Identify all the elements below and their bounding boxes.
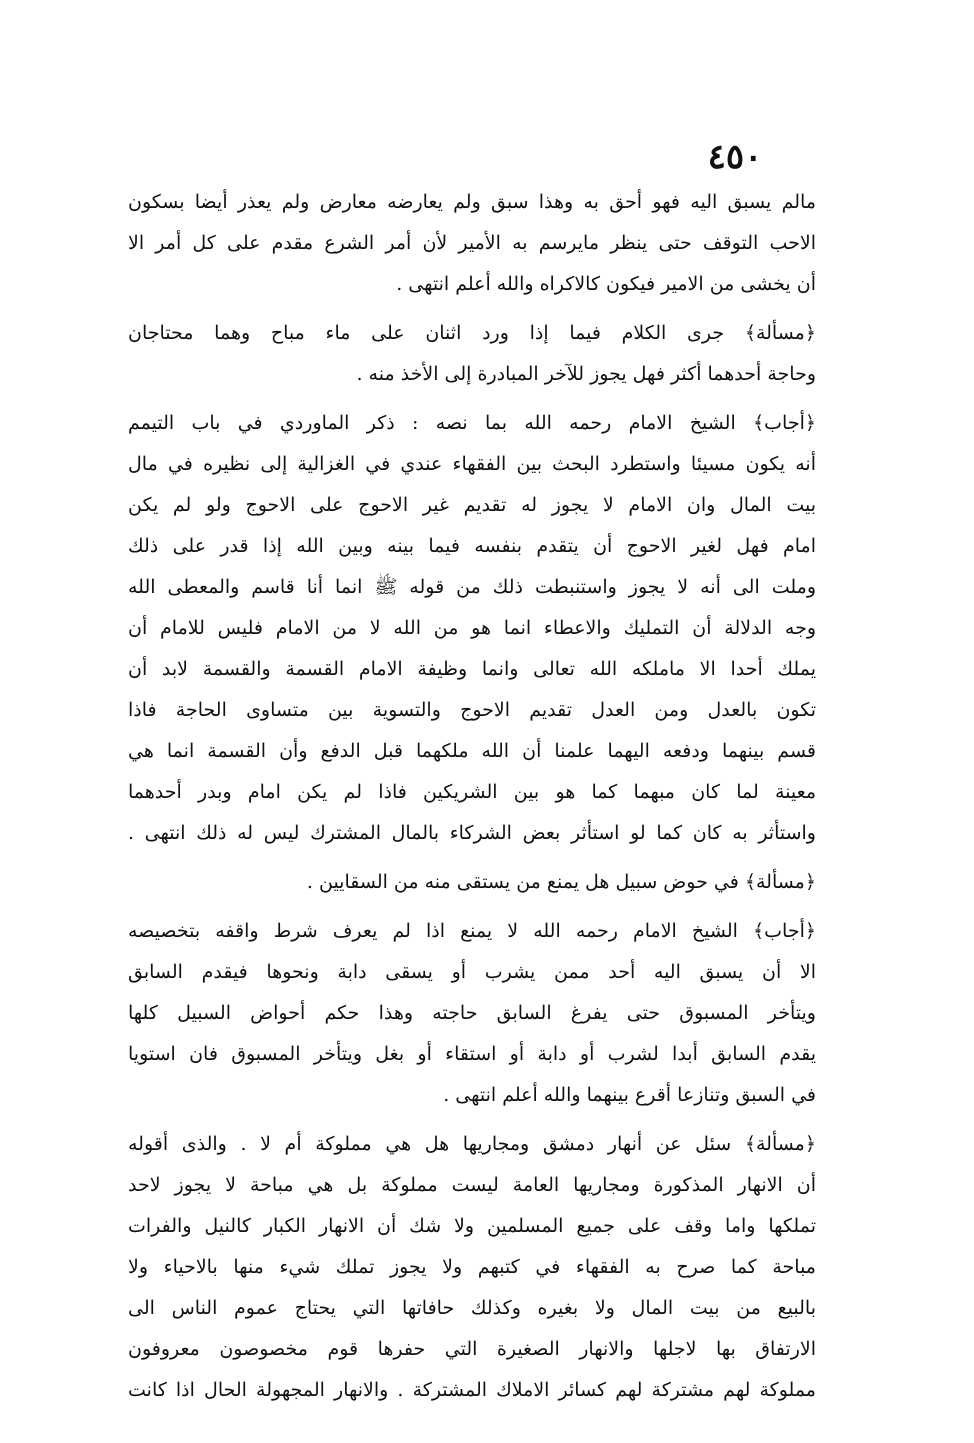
text-line: وملت الى أنه لا يجوز واستنبطت ذلك من قوله ﷺ انما أنا قاسم والمعطى الله	[128, 576, 816, 598]
text-line: ويتأخر المسبوق حتى يفرغ السابق حاجته وهذا حكم أحواض السبيل كلها	[128, 1002, 816, 1024]
text-line: تملكها واما وقف على جميع المسلمين ولا شك أن الانهار الكبار كالنيل والفرات	[128, 1215, 816, 1237]
body-text	[128, 182, 816, 1411]
text-line: بيت المال وان الامام لا يجوز له تقديم غير الاحوج على الاحوج ولو لم يكن	[128, 494, 816, 516]
text-line: الارتفاق بها لاجلها والانهار الصغيرة التي حفرها قوم مخصوصون معروفون	[128, 1338, 816, 1360]
text-line: قسم بينهما ودفعه اليهما علمنا أن الله ملكهما قبل الدفع وأن القسمة انما هي	[128, 740, 816, 762]
text-line: الاحب التوقف حتى ينظر مايرسم به الأمير لأن أمر الشرع مقدم على كل أمر الا	[128, 232, 816, 254]
text-line: وجه الدلالة أن التمليك والاعطاء انما هو من الله لا من الامام فليس للامام أن	[128, 617, 816, 639]
text-line: مباحة كما صرح به الفقهاء في كتبهم ولا يجوز تملك شيء منها بالاحياء ولا	[128, 1256, 816, 1278]
text-line: يقدم السابق أبدا لشرب أو دابة أو استقاء أو بغل ويتأخر المسبوق فان استويا	[128, 1043, 816, 1065]
text-line: ﴿مسألة﴾ في حوض سبيل هل يمنع من يستقى منه من السقايين .	[306, 871, 816, 893]
text-line: أن الانهار المذكورة ومجاريها العامة ليست مملوكة بل هي مباحة لا يجوز لاحد	[128, 1174, 816, 1196]
text-line: ﴿أجاب﴾ الشيخ الامام رحمه الله بما نصه : ذكر الماوردي في باب التيمم	[128, 412, 816, 434]
text-line: ﴿أجاب﴾ الشيخ الامام رحمه الله لا يمنع اذا لم يعرف شرط واقفه بتخصيصه	[128, 920, 816, 942]
text-line: ﴿مسألة﴾ جرى الكلام فيما إذا ورد اثنان على ماء مباح وهما محتاجان	[128, 322, 816, 344]
text-line: امام فهل لغير الاحوج أن يتقدم بنفسه فيما بينه وبين الله إذا قدر على ذلك	[128, 535, 816, 557]
page-number: ٤٥٠	[707, 137, 763, 177]
text-line: تكون بالعدل ومن العدل تقديم الاحوج والتسوية بين متساوى الحاجة فاذا	[128, 699, 816, 721]
text-line: يملك أحدا الا ماملكه الله تعالى وانما وظيفة الامام القسمة والقسمة لابد أن	[128, 658, 816, 680]
text-line: ﴿مسألة﴾ سئل عن أنهار دمشق ومجاريها هل هي مملوكة أم لا . والذى أقوله	[128, 1133, 816, 1155]
text-line: في السبق وتنازعا أقرع بينهما والله أعلم انتهى .	[443, 1084, 816, 1106]
text-line: الا أن يسبق اليه أحد ممن يشرب أو يسقى دابة ونحوها فيقدم السابق	[128, 961, 816, 983]
text-line: مملوكة لهم مشتركة لهم كسائر الاملاك المشتركة . والانهار المجهولة الحال اذا كانت	[128, 1379, 816, 1401]
text-line: وحاجة أحدهما أكثر فهل يجوز للآخر المبادرة إلى الأخذ منه .	[356, 363, 816, 385]
text-line: أن يخشى من الامير فيكون كالاكراه والله أعلم انتهى .	[396, 273, 816, 295]
text-line: بالبيع من بيت المال ولا بغيره وكذلك حافاتها التي يحتاج عموم الناس الى	[128, 1297, 816, 1319]
text-line: مالم يسبق اليه فهو أحق به وهذا سبق ولم يعارضه معارض ولم يعذر أيضا بسكون	[128, 191, 816, 213]
text-line: معينة لما كان مبهما كما هو بين الشريكين فاذا لم يكن امام وبدر أحدهما	[128, 781, 816, 803]
text-line: أنه يكون مسيئا واستطرد البحث بين الفقهاء عندي في الغزالية إلى نظيره في مال	[128, 453, 816, 475]
text-line: واستأثر به كان كما لو استأثر بعض الشركاء بالمال المشترك ليس له ذلك انتهى .	[128, 822, 816, 844]
